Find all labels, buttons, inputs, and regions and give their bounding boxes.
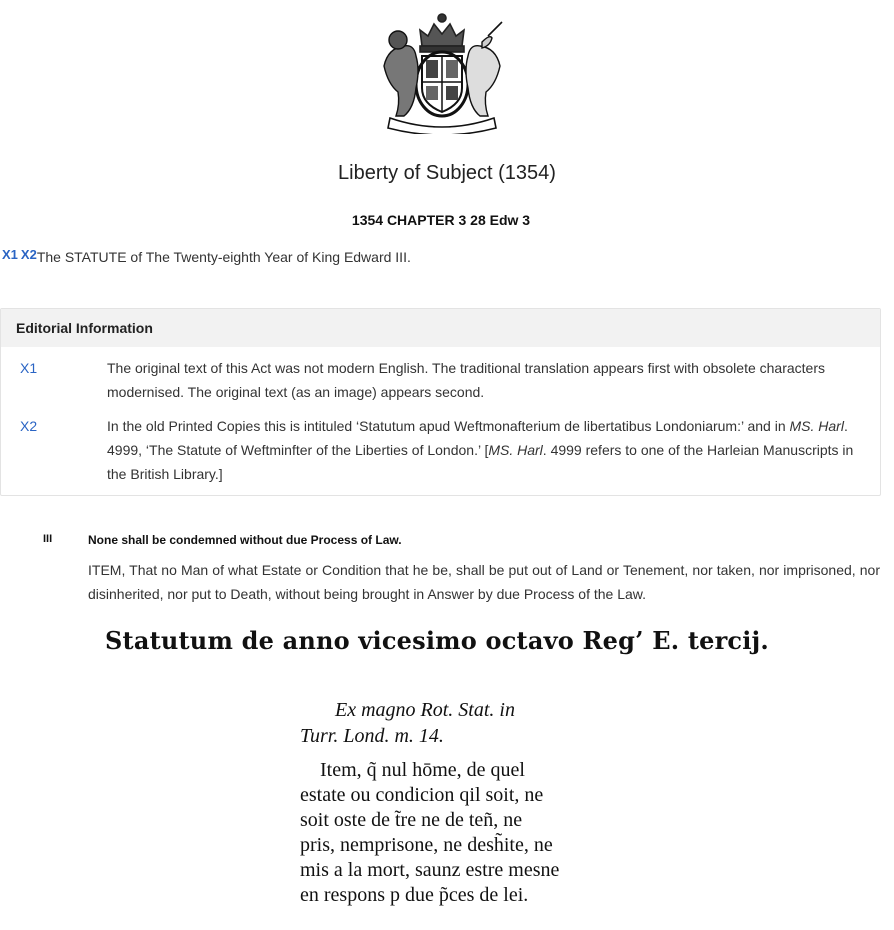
- original-line: en respons p due p̃ces de lei.: [300, 884, 529, 906]
- editorial-information-box: [0, 308, 881, 496]
- note-text-part: . 4999, ‘The Statute of Weftminfter of the Liberties of London.’ [: [107, 418, 848, 458]
- royal-coat-of-arms-logo: [374, 8, 510, 134]
- original-text-source: [300, 697, 515, 749]
- chapter-citation: 1354 CHAPTER 3 28 Edw 3: [351, 212, 531, 228]
- section-heading: None shall be condemned without due Process of Law.: [88, 533, 402, 547]
- note-id-x1[interactable]: X1: [20, 360, 38, 376]
- note-text-italic: MS. Harl: [488, 442, 543, 458]
- source-line: Turr. Lond. m. 14.: [300, 725, 444, 747]
- note-id-x2[interactable]: X2: [20, 418, 38, 434]
- section-body: ITEM, That no Man of what Estate or Condition that he be, shall be put out of Land or Tenement, nor taken, nor imprisoned, nor disinherited, nor put to Death, without being brought in Answer by due Process of the Law.: [88, 562, 880, 602]
- original-line: Item, q̃ nul hōme, de quel: [320, 759, 525, 781]
- note-text-x1: The original text of this Act was not modern English. The traditional translation appears first with obsolete characters modernised. The original text (as an image) appears second.: [107, 360, 825, 400]
- original-line: mis a la mort, saunz estre mesne: [300, 859, 560, 881]
- original-line: pris, nemprisone, ne desh̃ite, ne: [300, 834, 553, 856]
- original-text-heading: Statutum de anno vicesimo octavo Reg’ E. tercij.: [105, 626, 769, 655]
- note-text-part: . 4999 refers to one of the Harleian Manuscripts in the British Library.]: [107, 442, 854, 482]
- note-text-x2: [107, 414, 869, 486]
- editorial-heading: Editorial Information: [1, 309, 880, 347]
- footnote-ref-x2[interactable]: X2: [20, 247, 37, 262]
- page-title: Liberty of Subject (1354): [338, 162, 556, 184]
- original-line: estate ou condicion qil soit, ne: [300, 784, 544, 806]
- section-number: III: [43, 533, 53, 545]
- intro-text: The STATUTE of The Twenty-eighth Year of King Edward III.: [36, 249, 411, 265]
- source-line: Ex magno Rot. Stat. in: [335, 699, 515, 721]
- intro-line: [2, 247, 411, 265]
- note-text-part: In the old Printed Copies this is intituled ‘Statutum apud Weftmonafterium de libertatibus Londoniarum:’ and in: [107, 418, 790, 434]
- original-line: soit oste de t̃re ne de teñ, ne: [300, 809, 523, 831]
- footnote-ref-x1[interactable]: X1: [2, 247, 18, 262]
- note-text-italic: MS. Harl: [789, 418, 844, 434]
- original-text-body: [300, 758, 580, 908]
